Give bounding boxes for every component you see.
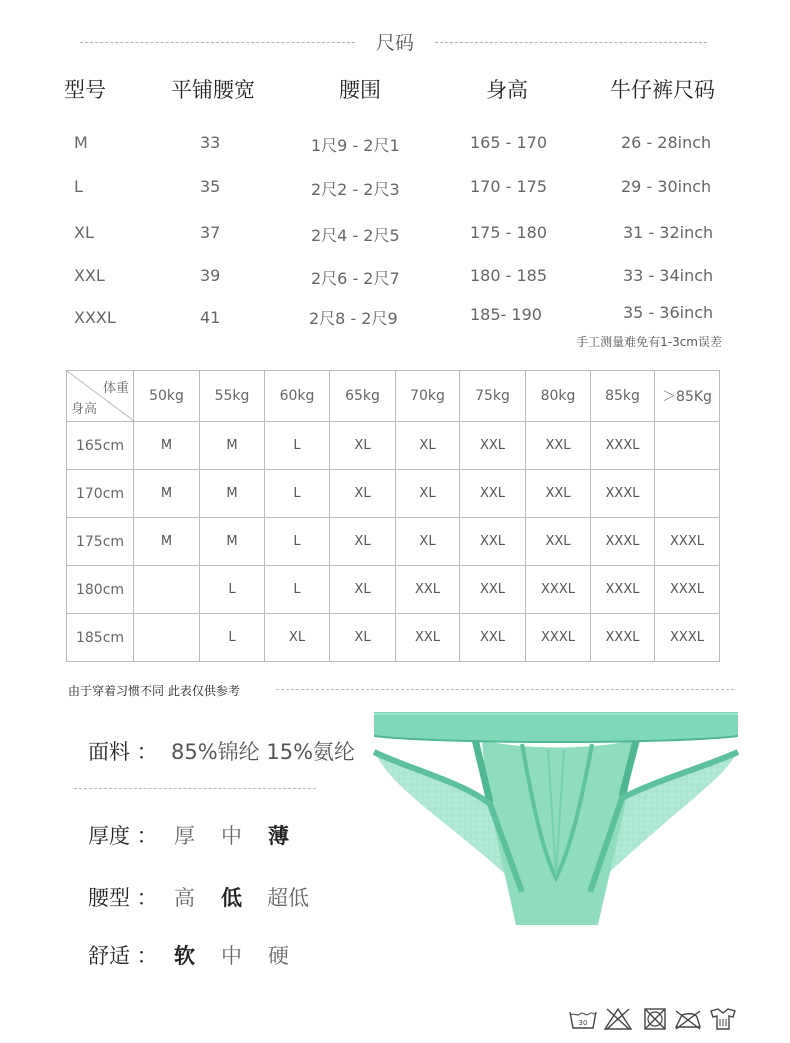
weight-header: ＞85Kg [655, 371, 720, 422]
table-cell: XXL [460, 614, 526, 662]
jeans-cell: 35 - 36inch [623, 303, 714, 322]
reference-note: 由于穿着习惯不同 此表仅供参考 [68, 684, 240, 698]
table-cell: XL [330, 566, 396, 614]
weight-header: 75kg [460, 371, 526, 422]
comfort-option-hard: 硬 [268, 944, 289, 968]
thickness-option-thick: 厚 [174, 824, 195, 848]
table-cell: L [200, 566, 265, 614]
table-header-row [67, 371, 720, 422]
table-cell: XL [396, 422, 460, 470]
height-row-label: 175cm [67, 518, 134, 566]
table-row [67, 614, 720, 662]
table-cell: XXL [460, 518, 526, 566]
reference-note-divider [276, 689, 734, 690]
table-cell: XL [330, 470, 396, 518]
table-cell: XL [330, 422, 396, 470]
table-cell [655, 422, 720, 470]
height-row-label: 185cm [67, 614, 134, 662]
comfort-option-soft: 软 [174, 944, 195, 968]
table-cell: XXXL [591, 518, 655, 566]
wash-30-icon [568, 1007, 598, 1031]
height-row-label: 165cm [67, 422, 134, 470]
table-cell: XXL [460, 422, 526, 470]
table-cell: XXL [396, 614, 460, 662]
product-image [372, 710, 740, 930]
section-title: 尺码 [375, 32, 414, 54]
table-cell: L [265, 422, 330, 470]
table-cell: M [134, 518, 200, 566]
size-cell: XXXL [74, 308, 116, 327]
height-cell: 185- 190 [470, 305, 542, 324]
waist-cell: 1尺9 - 2尺1 [311, 136, 400, 155]
jeans-cell: 31 - 32inch [623, 223, 714, 242]
table-cell: XXXL [591, 614, 655, 662]
height-cell: 165 - 170 [470, 133, 548, 152]
thickness-option-thin: 薄 [268, 824, 289, 848]
jeans-cell: 33 - 34inch [623, 266, 714, 285]
waist-cell: 2尺4 - 2尺5 [311, 226, 400, 245]
height-cell: 180 - 185 [470, 266, 548, 285]
table-cell: XXL [460, 470, 526, 518]
table-row [67, 470, 720, 518]
table-row [67, 422, 720, 470]
header-size: 型号 [64, 78, 106, 102]
table-cell: XXL [396, 566, 460, 614]
table-cell: XL [396, 470, 460, 518]
title-divider-left [80, 42, 355, 43]
no-bleach-icon [603, 1007, 633, 1031]
weight-header: 70kg [396, 371, 460, 422]
waist-option-ultra-low: 超低 [267, 886, 309, 910]
height-row-label: 170cm [67, 470, 134, 518]
table-cell: L [265, 518, 330, 566]
table-cell: XL [330, 614, 396, 662]
table-corner [67, 371, 134, 422]
fabric-value: 85%锦纶 15%氨纶 [171, 740, 356, 764]
measurement-note: 手工测量难免有1-3cm误差 [576, 335, 722, 349]
flat-waist-cell: 37 [200, 223, 221, 242]
corner-height-label: 身高 [71, 402, 98, 417]
header-flat-waist: 平铺腰宽 [171, 78, 255, 102]
thickness-label: 厚度 ： [88, 824, 158, 848]
table-cell: XXXL [655, 614, 720, 662]
weight-header: 85kg [591, 371, 655, 422]
size-cell: M [74, 133, 88, 152]
table-cell: XL [396, 518, 460, 566]
header-height: 身高 [486, 78, 528, 102]
table-cell: L [265, 470, 330, 518]
table-row [67, 566, 720, 614]
waist-cell: 2尺6 - 2尺7 [311, 269, 400, 288]
table-cell: XXXL [591, 566, 655, 614]
waist-option-high: 高 [174, 886, 195, 910]
comfort-label: 舒适 ： [88, 944, 158, 968]
no-iron-icon [673, 1007, 703, 1031]
size-cell: XL [74, 223, 94, 242]
table-cell: M [200, 470, 265, 518]
feature-divider [74, 788, 316, 789]
weight-header: 55kg [200, 371, 265, 422]
weight-header: 60kg [265, 371, 330, 422]
weight-header: 50kg [134, 371, 200, 422]
corner-weight-label: 体重 [102, 381, 129, 396]
table-cell: XXXL [655, 566, 720, 614]
size-cell: L [74, 177, 83, 196]
comfort-option-medium: 中 [221, 944, 242, 968]
weight-height-table [66, 370, 720, 662]
table-cell: M [134, 422, 200, 470]
table-cell: XXL [460, 566, 526, 614]
weight-header: 80kg [526, 371, 591, 422]
table-cell: XXL [526, 470, 591, 518]
drip-dry-icon [708, 1007, 738, 1031]
jeans-cell: 26 - 28inch [621, 133, 712, 152]
table-cell [655, 470, 720, 518]
title-divider-right [435, 42, 707, 43]
flat-waist-cell: 39 [200, 266, 221, 285]
table-cell: XXXL [591, 422, 655, 470]
table-cell: XXXL [655, 518, 720, 566]
waist-type-label: 腰型 ： [88, 886, 158, 910]
table-cell: L [200, 614, 265, 662]
table-cell: L [265, 566, 330, 614]
thickness-option-medium: 中 [221, 824, 242, 848]
table-cell: XXL [526, 422, 591, 470]
no-tumble-dry-icon [640, 1007, 670, 1031]
table-cell: XXXL [591, 470, 655, 518]
fabric-label: 面料 ： [88, 740, 158, 764]
table-cell: XL [265, 614, 330, 662]
jeans-cell: 29 - 30inch [621, 177, 712, 196]
height-row-label: 180cm [67, 566, 134, 614]
table-cell: M [200, 422, 265, 470]
table-cell: XXL [526, 518, 591, 566]
flat-waist-cell: 35 [200, 177, 221, 196]
table-cell: M [200, 518, 265, 566]
table-row [67, 518, 720, 566]
flat-waist-cell: 33 [200, 133, 221, 152]
waist-cell: 2尺8 - 2尺9 [309, 309, 398, 328]
weight-header: 65kg [330, 371, 396, 422]
table-cell: XXXL [526, 566, 591, 614]
height-cell: 175 - 180 [470, 223, 548, 242]
table-cell [134, 566, 200, 614]
waist-option-low: 低 [221, 886, 242, 910]
table-cell: XXXL [526, 614, 591, 662]
header-waist: 腰围 [339, 78, 381, 102]
waist-cell: 2尺2 - 2尺3 [311, 180, 400, 199]
size-cell: XXL [74, 266, 105, 285]
header-jeans: 牛仔裤尺码 [610, 78, 715, 102]
table-cell: M [134, 470, 200, 518]
wash-temp-text: 30 [578, 1019, 588, 1027]
table-cell [134, 614, 200, 662]
flat-waist-cell: 41 [200, 308, 221, 327]
height-cell: 170 - 175 [470, 177, 548, 196]
table-cell: XL [330, 518, 396, 566]
